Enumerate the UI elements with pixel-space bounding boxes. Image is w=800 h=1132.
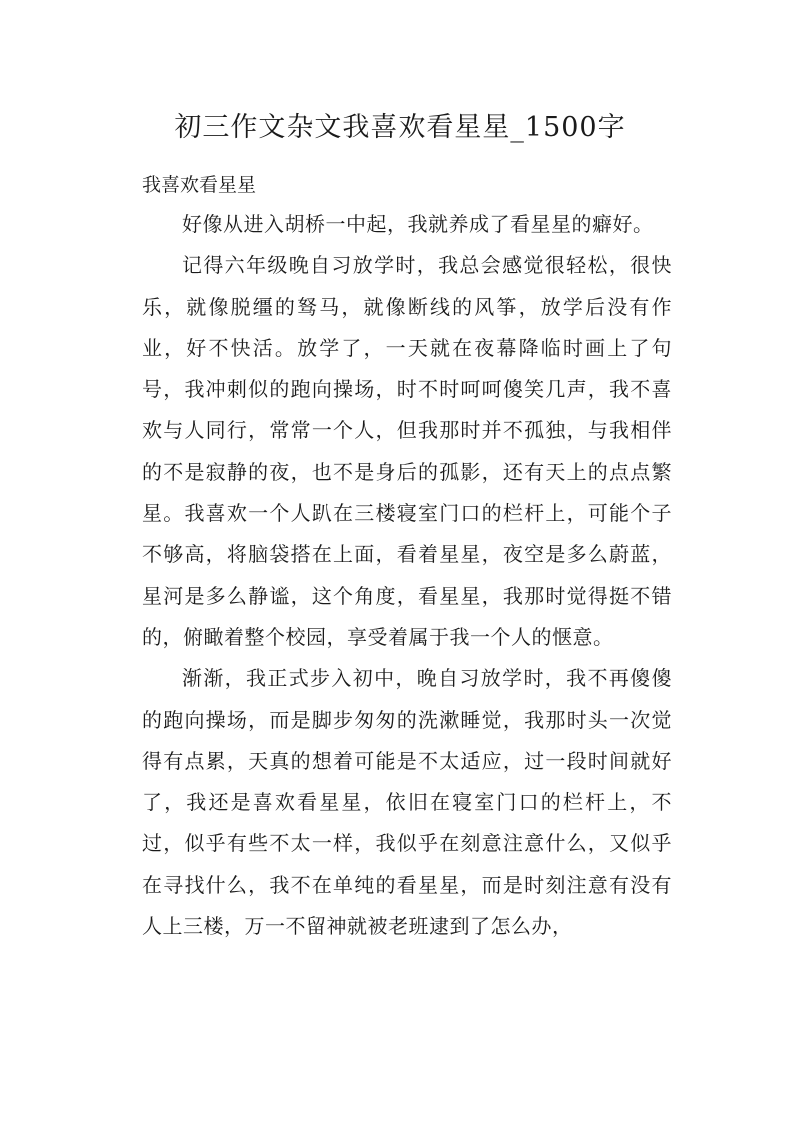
paragraph: 渐渐，我正式步入初中，晚自习放学时，我不再傻傻的跑向操场，而是脚步匆匆的洗漱睡觉，我那时头一次觉得有点累，天真的想着可能是不太适应，过一段时间就好了，我还是喜欢看星星，依旧在寝室门口的栏杆上，不过，似乎有些不太一样，我似乎在刻意注意什么，又似乎在寻找什么，我不在单纯的看星星，而是时刻注意有没有人上三楼，万一不留神就被老班逮到了怎么办， [142,666,672,939]
paragraph: 好像从进入胡桥一中起，我就养成了看星星的癖好。 [182,212,654,236]
document-subtitle: 我喜欢看星星 [142,174,257,196]
paragraph: 记得六年级晚自习放学时，我总会感觉很轻松，很快乐，就像脱缰的驽马，就像断线的风筝，放学后没有作业，好不快活。放学了，一天就在夜幕降临时画上了句号，我冲刺似的跑向操场，时不时呵呵傻笑几声，我不喜欢与人同行，常常一个人，但我那时并不孤独，与我相伴的不是寂静的夜，也不是身后的孤影，还有天上的点点繁星。我喜欢一个人趴在三楼寝室门口的栏杆上，可能个子不够高，将脑袋搭在上面，看着星星，夜空是多么蔚蓝，星河是多么静谧，这个角度，看星星，我那时觉得挺不错的，俯瞰着整个校园，享受着属于我一个人的惬意。 [142,253,672,649]
document-body [142,204,672,947]
document-title: 初三作文杂文我喜欢看星星_1500字 [174,112,626,143]
